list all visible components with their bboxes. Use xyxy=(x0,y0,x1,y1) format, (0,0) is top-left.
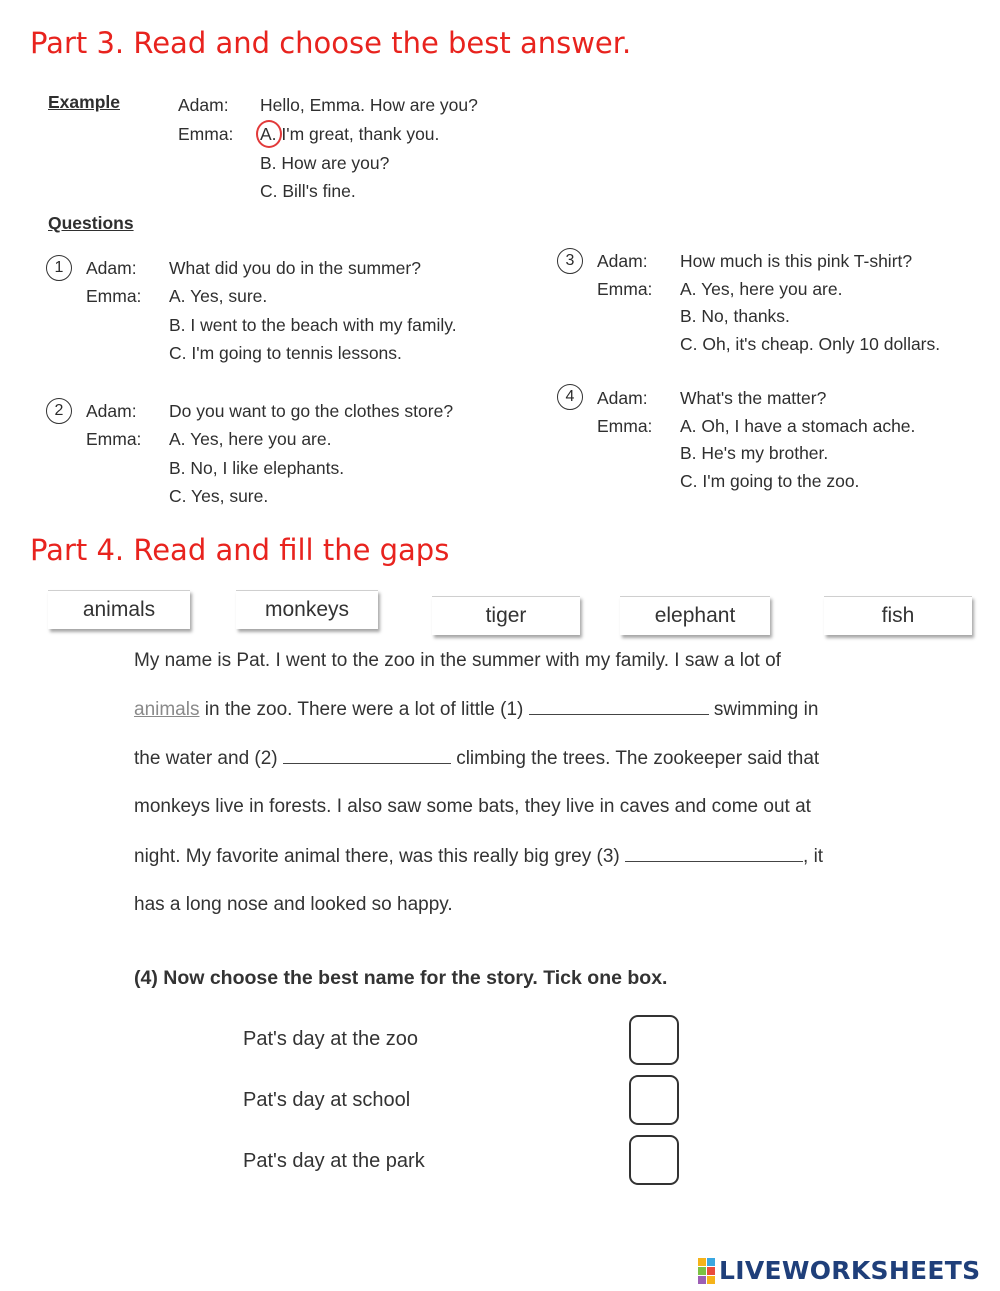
story-fragment: the water and (2) xyxy=(134,748,283,769)
question-text: What's the matter? xyxy=(680,388,827,408)
example-option-a: A. I'm great, thank you. xyxy=(260,124,440,144)
word-bank-item[interactable]: monkeys xyxy=(236,590,378,629)
liveworksheets-logo-icon xyxy=(698,1258,715,1284)
option-a[interactable]: A. Yes, here you are. xyxy=(680,279,843,299)
question-speaker-emma: Emma: xyxy=(597,279,653,299)
question-number: 2 xyxy=(46,398,72,424)
word-bank-item[interactable]: tiger xyxy=(432,596,580,635)
question-speaker-adam: Adam: xyxy=(597,251,648,271)
option-b[interactable]: B. No, I like elephants. xyxy=(169,458,345,478)
option-b[interactable]: B. He's my brother. xyxy=(680,443,829,463)
story-fragment: climbing the trees. The zookeeper said that xyxy=(450,748,820,769)
option-c[interactable]: C. Oh, it's cheap. Only 10 dollars. xyxy=(680,334,941,354)
question-speaker-adam: Adam: xyxy=(86,401,137,421)
example-option-c: C. Bill's fine. xyxy=(260,181,356,201)
logo-block xyxy=(698,1258,706,1266)
story-line xyxy=(134,748,819,770)
word-bank-item[interactable]: fish xyxy=(824,596,972,635)
part4-title: Part 4. Read and fill the gaps xyxy=(30,533,450,567)
logo-block xyxy=(698,1267,706,1275)
tick-box-park[interactable] xyxy=(629,1135,679,1185)
question-speaker-adam: Adam: xyxy=(86,258,137,278)
title-option-school: Pat's day at school xyxy=(243,1089,411,1111)
story-line: has a long nose and looked so happy. xyxy=(134,894,453,915)
question-speaker-emma: Emma: xyxy=(86,286,142,306)
gap-1-input[interactable] xyxy=(529,699,709,715)
example-speaker-adam: Adam: xyxy=(178,95,229,115)
example-answer: animals xyxy=(134,699,200,720)
question-text: What did you do in the summer? xyxy=(169,258,421,278)
example-speaker-emma: Emma: xyxy=(178,124,234,144)
story-line: My name is Pat. I went to the zoo in the summer with my family. I saw a lot of xyxy=(134,650,781,671)
gap-2-input[interactable] xyxy=(283,748,451,764)
story-fragment: night. My favorite animal there, was this really big grey (3) xyxy=(134,846,626,867)
title-option-zoo: Pat's day at the zoo xyxy=(243,1028,419,1050)
question-number: 4 xyxy=(557,384,583,410)
story-fragment: swimming in xyxy=(708,699,819,720)
word-bank-item[interactable]: elephant xyxy=(620,596,770,635)
story-fragment: in the zoo. There were a lot of little (1) xyxy=(199,699,529,720)
liveworksheets-logo xyxy=(698,1256,980,1285)
question-number: 1 xyxy=(46,255,72,281)
option-b[interactable]: B. No, thanks. xyxy=(680,306,790,326)
logo-block xyxy=(698,1276,706,1284)
questions-label: Questions xyxy=(48,213,134,233)
question-text: Do you want to go the clothes store? xyxy=(169,401,454,421)
option-c[interactable]: C. Yes, sure. xyxy=(169,486,269,506)
tick-box-zoo[interactable] xyxy=(629,1015,679,1065)
logo-block xyxy=(707,1276,715,1284)
gap-3-input[interactable] xyxy=(625,846,803,862)
option-c[interactable]: C. I'm going to tennis lessons. xyxy=(169,343,402,363)
story-line xyxy=(134,846,823,868)
tick-box-school[interactable] xyxy=(629,1075,679,1125)
story-line xyxy=(134,699,818,721)
word-bank-item[interactable]: animals xyxy=(48,590,190,629)
question-speaker-adam: Adam: xyxy=(597,388,648,408)
logo-block xyxy=(707,1258,715,1266)
example-option-b: B. How are you? xyxy=(260,153,390,173)
example-label: Example xyxy=(48,92,120,112)
option-b[interactable]: B. I went to the beach with my family. xyxy=(169,315,457,335)
example-question: Hello, Emma. How are you? xyxy=(260,95,478,115)
question-text: How much is this pink T-shirt? xyxy=(680,251,913,271)
title-option-park: Pat's day at the park xyxy=(243,1150,425,1172)
question-speaker-emma: Emma: xyxy=(86,429,142,449)
question-number: 3 xyxy=(557,248,583,274)
story-line: monkeys live in forests. I also saw some bats, they live in caves and come out at xyxy=(134,796,811,817)
option-c[interactable]: C. I'm going to the zoo. xyxy=(680,471,860,491)
part3-title: Part 3. Read and choose the best answer. xyxy=(30,26,632,60)
question-speaker-emma: Emma: xyxy=(597,416,653,436)
option-a[interactable]: A. Yes, here you are. xyxy=(169,429,332,449)
q4-instruction: (4) Now choose the best name for the story. Tick one box. xyxy=(134,967,668,989)
logo-block xyxy=(707,1267,715,1275)
option-a[interactable]: A. Oh, I have a stomach ache. xyxy=(680,416,916,436)
story-fragment: , it xyxy=(803,846,824,867)
logo-text: LIVEWORKSHEETS xyxy=(719,1256,981,1285)
option-a[interactable]: A. Yes, sure. xyxy=(169,286,268,306)
